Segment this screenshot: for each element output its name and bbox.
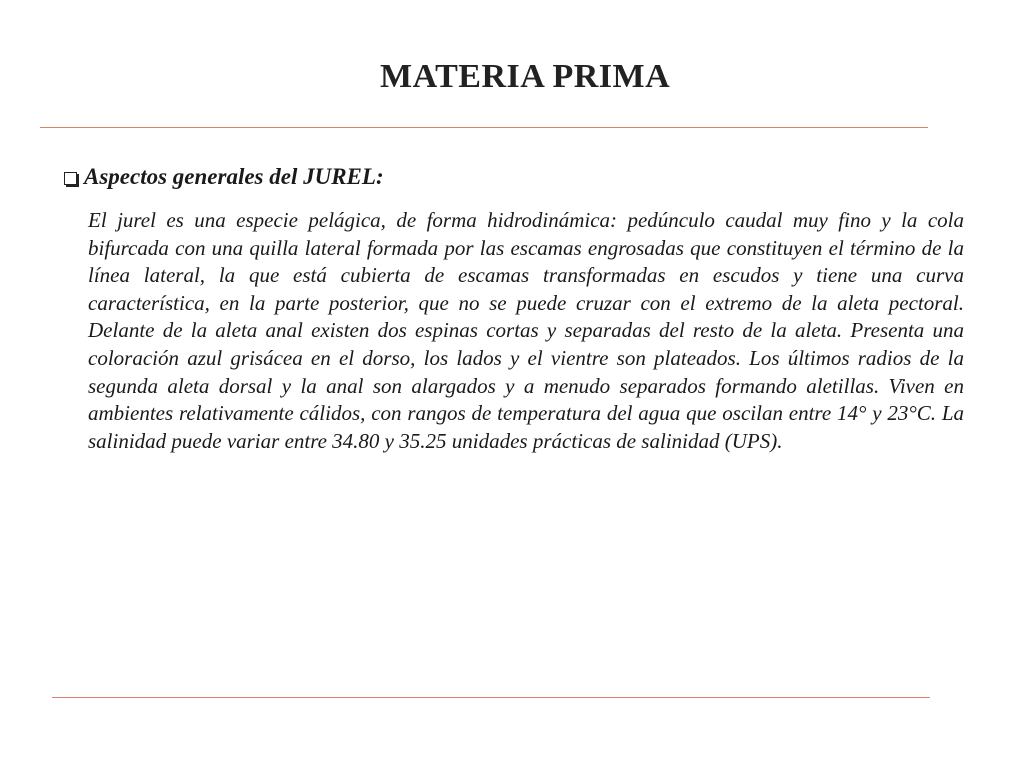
- bottom-divider: [52, 697, 930, 698]
- section-heading-row: [64, 164, 384, 190]
- slide-title: MATERIA PRIMA: [380, 58, 671, 95]
- body-paragraph: El jurel es una especie pelágica, de forma hidrodinámica: pedúnculo caudal muy fino y la cola bifurcada con una quilla lateral formada por las escamas engrosadas que constituyen el término de la línea lateral, la que está cubierta de escamas transformadas en escudos y tiene una curva característica, en la parte posterior, que no se puede cruzar con el extremo de la aleta pectoral. Delante de la aleta anal existen dos espinas cortas y separadas del resto de la aleta. Presenta una coloración azul grisácea en el dorso, los lados y el vientre son plateados. Los últimos radios de la segunda aleta dorsal y la anal son alargados y a menudo separados formando aletillas. Viven en ambientes relativamente cálidos, con rangos de temperatura del agua que oscilan entre 14° y 23°C. La salinidad puede variar entre 34.80 y 35.25 unidades prácticas de salinidad (UPS).: [88, 208, 964, 453]
- top-divider: [40, 127, 928, 128]
- checkbox-bullet-icon: [64, 172, 77, 185]
- section-heading: Aspectos generales del JUREL:: [84, 164, 384, 189]
